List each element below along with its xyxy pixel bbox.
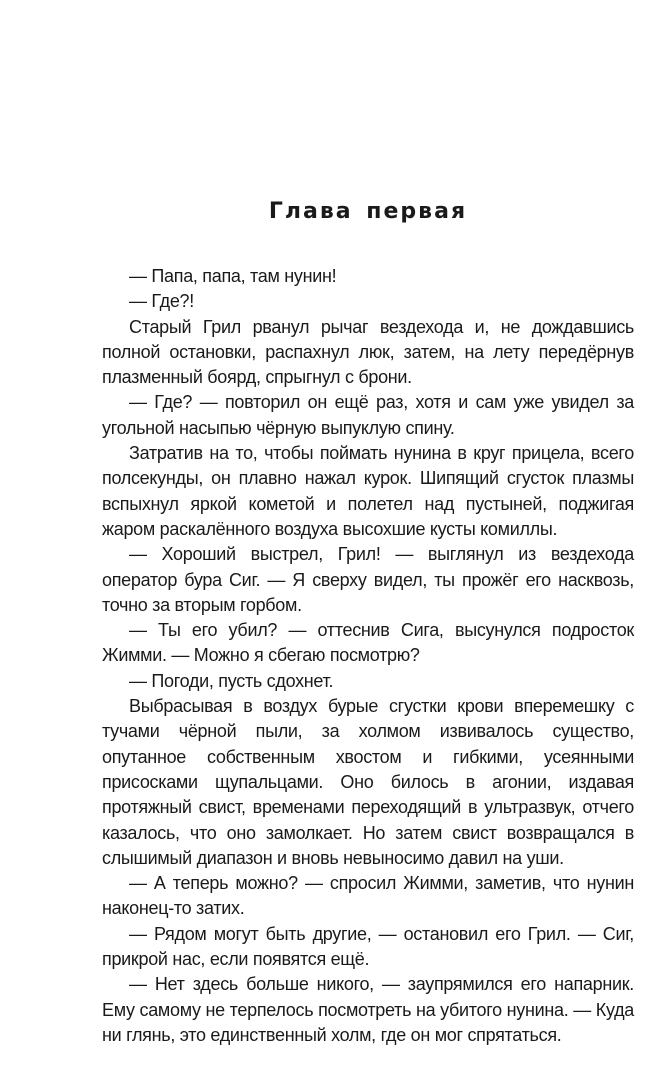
paragraph: — Ты его убил? — оттеснив Сига, высунулся подросток Жимми. — Можно я сбегаю посмотрю? [102, 620, 634, 666]
paragraph: — Где?! [129, 291, 194, 312]
paragraph: Выбрасывая в воздух бурые сгустки крови вперемешку с тучами чёрной пыли, за холмом извивалось существо, опутанное собственным хвостом и гибкими, усеянными присосками щупальцами. Оно билось в агонии, издавая протяжный свист, временами переходящий в ультразвук, отчего казалось, что оно замолкает. Но затем свист возвращался в слышимый диапазон и вновь невыносимо давил на уши. [102, 696, 634, 868]
paragraph: — Нет здесь больше никого, — заупрямился его напарник. Ему самому не терпелось посмотреть на убитого нунина. — Куда ни глянь, это единственный холм, где он мог спрятаться. [102, 974, 634, 1045]
chapter-text [102, 264, 634, 1048]
paragraph: — Хороший выстрел, Грил! — выглянул из вездехода оператор бура Сиг. — Я сверху видел, ты прожёг его насквозь, точно за вторым горбом. [102, 544, 634, 615]
paragraph: Затратив на то, чтобы поймать нунина в круг прицела, всего полсекунды, он плавно нажал курок. Шипящий сгусток плазмы вспыхнул яркой кометой и полетел над пустыней, поджигая жаром раскалённого воздуха высохшие кусты комиллы. [102, 443, 634, 539]
paragraph: — Где? — повторил он ещё раз, хотя и сам уже увидел за угольной насыпью чёрную выпуклую спину. [102, 392, 634, 438]
paragraph: — Папа, папа, там нунин! [129, 266, 337, 286]
chapter-title: Глава первая [268, 199, 468, 224]
paragraph: Старый Грил рванул рычаг вездехода и, не дождавшись полной остановки, распахнул люк, затем, на лету передёрнув плазменный боярд, спрыгнул с брони. [102, 316, 634, 388]
paragraph: — Погоди, пусть сдохнет. [129, 670, 334, 691]
paragraph: — Рядом могут быть другие, — остановил его Грил. — Сиг, прикрой нас, если появятся ещё. [102, 923, 634, 970]
paragraph: — А теперь можно? — спросил Жимми, заметив, что нунин наконец-то затих. [102, 873, 634, 919]
